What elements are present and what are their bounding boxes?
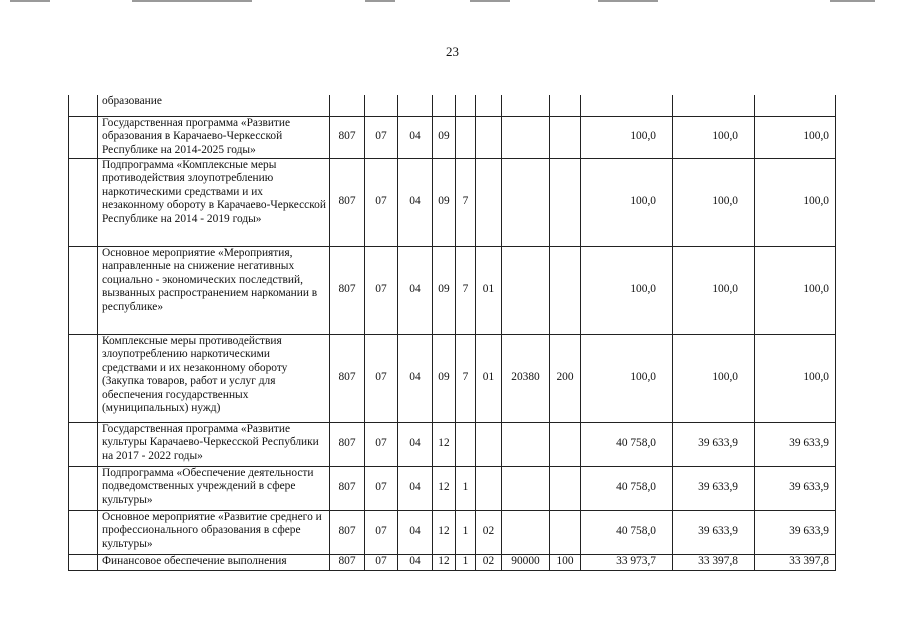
- amount-year3-cell: 39 633,9: [755, 510, 836, 554]
- scan-edge-mark: [365, 0, 395, 2]
- ved-code-cell: 807: [330, 116, 365, 158]
- amount-year2-cell: 100,0: [673, 246, 755, 334]
- expense-type-cell: [550, 246, 581, 334]
- program-code-cell: 09: [433, 116, 456, 158]
- amount-year3-cell: 33 397,8: [755, 554, 836, 570]
- subsection-code-cell: 04: [398, 334, 433, 422]
- amount-year2-cell: 100,0: [673, 158, 755, 246]
- subsection-code-cell: 04: [398, 510, 433, 554]
- event-code-cell: [476, 116, 502, 158]
- amount-year1-cell: 100,0: [581, 116, 673, 158]
- amount-year1-cell: 33 973,7: [581, 554, 673, 570]
- budget-table: [68, 95, 836, 571]
- subsection-code-cell: [398, 95, 433, 116]
- subprogram-code-cell: 7: [456, 246, 476, 334]
- direction-code-cell: [502, 510, 550, 554]
- event-code-cell: [476, 95, 502, 116]
- program-code-cell: 09: [433, 334, 456, 422]
- amount-year1-cell: 40 758,0: [581, 422, 673, 466]
- program-code-cell: 12: [433, 466, 456, 510]
- section-code-cell: 07: [365, 466, 398, 510]
- program-code-cell: 09: [433, 158, 456, 246]
- amount-year2-cell: 100,0: [673, 116, 755, 158]
- direction-code-cell: [502, 246, 550, 334]
- section-code-cell: 07: [365, 510, 398, 554]
- amount-year1-cell: 100,0: [581, 334, 673, 422]
- table-row: [69, 116, 836, 158]
- expense-type-cell: 100: [550, 554, 581, 570]
- program-code-cell: 12: [433, 422, 456, 466]
- amount-year2-cell: 39 633,9: [673, 422, 755, 466]
- ved-code-cell: [330, 95, 365, 116]
- amount-year1-cell: 100,0: [581, 246, 673, 334]
- row-index-cell: [69, 246, 98, 334]
- section-code-cell: 07: [365, 246, 398, 334]
- row-index-cell: [69, 158, 98, 246]
- expense-type-cell: 200: [550, 334, 581, 422]
- scan-edge-mark: [830, 0, 875, 2]
- subprogram-code-cell: [456, 116, 476, 158]
- event-code-cell: 02: [476, 510, 502, 554]
- subprogram-code-cell: 7: [456, 158, 476, 246]
- ved-code-cell: 807: [330, 246, 365, 334]
- event-code-cell: 01: [476, 334, 502, 422]
- amount-year2-cell: [673, 95, 755, 116]
- ved-code-cell: 807: [330, 158, 365, 246]
- subsection-code-cell: 04: [398, 116, 433, 158]
- row-index-cell: [69, 95, 98, 116]
- event-code-cell: [476, 422, 502, 466]
- ved-code-cell: 807: [330, 422, 365, 466]
- table-row: [69, 158, 836, 246]
- table-row: [69, 466, 836, 510]
- row-index-cell: [69, 116, 98, 158]
- table-row: [69, 554, 836, 570]
- amount-year2-cell: 33 397,8: [673, 554, 755, 570]
- row-index-cell: [69, 554, 98, 570]
- row-name-cell: Финансовое обеспечение выполнения: [98, 554, 330, 570]
- amount-year1-cell: [581, 95, 673, 116]
- direction-code-cell: 20380: [502, 334, 550, 422]
- scan-edge-mark: [598, 0, 658, 2]
- table-row: [69, 510, 836, 554]
- ved-code-cell: 807: [330, 510, 365, 554]
- row-name-cell: Основное мероприятие «Мероприятия, направленные на снижение негативных социально - экономических последствий, вызванных распространением наркомании в республике»: [98, 246, 330, 334]
- direction-code-cell: [502, 422, 550, 466]
- row-name-cell: Комплексные меры противодействия злоупотреблению наркотическими средствами и их незаконному обороту (Закупка товаров, работ и услуг для обеспечения государственных (муниципальных) нужд): [98, 334, 330, 422]
- row-name-cell: Государственная программа «Развитие образования в Карачаево-Черкесской Республике на 2014-2025 годы»: [98, 116, 330, 158]
- subprogram-code-cell: 1: [456, 554, 476, 570]
- row-index-cell: [69, 510, 98, 554]
- expense-type-cell: [550, 466, 581, 510]
- subsection-code-cell: 04: [398, 158, 433, 246]
- subsection-code-cell: 04: [398, 422, 433, 466]
- amount-year2-cell: 39 633,9: [673, 466, 755, 510]
- section-code-cell: [365, 95, 398, 116]
- expense-type-cell: [550, 422, 581, 466]
- expense-type-cell: [550, 116, 581, 158]
- table-row: [69, 95, 836, 116]
- ved-code-cell: 807: [330, 334, 365, 422]
- subprogram-code-cell: 7: [456, 334, 476, 422]
- section-code-cell: 07: [365, 116, 398, 158]
- row-name-cell: образование: [98, 95, 330, 116]
- subprogram-code-cell: 1: [456, 466, 476, 510]
- amount-year1-cell: 100,0: [581, 158, 673, 246]
- event-code-cell: [476, 466, 502, 510]
- scan-edge-mark: [10, 0, 50, 2]
- section-code-cell: 07: [365, 158, 398, 246]
- amount-year3-cell: 39 633,9: [755, 422, 836, 466]
- amount-year3-cell: [755, 95, 836, 116]
- ved-code-cell: 807: [330, 466, 365, 510]
- row-name-cell: Подпрограмма «Обеспечение деятельности подведомственных учреждений в сфере культуры»: [98, 466, 330, 510]
- program-code-cell: 12: [433, 554, 456, 570]
- direction-code-cell: 90000: [502, 554, 550, 570]
- scan-edge-mark: [470, 0, 510, 2]
- row-index-cell: [69, 466, 98, 510]
- expense-type-cell: [550, 510, 581, 554]
- amount-year3-cell: 100,0: [755, 158, 836, 246]
- subsection-code-cell: 04: [398, 246, 433, 334]
- table-row: [69, 246, 836, 334]
- subprogram-code-cell: 1: [456, 510, 476, 554]
- amount-year1-cell: 40 758,0: [581, 510, 673, 554]
- program-code-cell: 09: [433, 246, 456, 334]
- row-index-cell: [69, 422, 98, 466]
- subsection-code-cell: 04: [398, 466, 433, 510]
- direction-code-cell: [502, 116, 550, 158]
- ved-code-cell: 807: [330, 554, 365, 570]
- section-code-cell: 07: [365, 422, 398, 466]
- direction-code-cell: [502, 95, 550, 116]
- expense-type-cell: [550, 158, 581, 246]
- direction-code-cell: [502, 466, 550, 510]
- program-code-cell: [433, 95, 456, 116]
- table-row: [69, 422, 836, 466]
- amount-year1-cell: 40 758,0: [581, 466, 673, 510]
- amount-year2-cell: 100,0: [673, 334, 755, 422]
- subprogram-code-cell: [456, 422, 476, 466]
- program-code-cell: 12: [433, 510, 456, 554]
- amount-year3-cell: 100,0: [755, 334, 836, 422]
- expense-type-cell: [550, 95, 581, 116]
- page-number: 23: [446, 44, 459, 59]
- row-name-cell: Основное мероприятие «Развитие среднего и профессионального образования в сфере культуры»: [98, 510, 330, 554]
- direction-code-cell: [502, 158, 550, 246]
- table-body: [69, 95, 836, 570]
- row-name-cell: Государственная программа «Развитие культуры Карачаево-Черкесской Республики на 2017 - 2022 годы»: [98, 422, 330, 466]
- row-name-cell: Подпрограмма «Комплексные меры противодействия злоупотреблению наркотическими средствами и их незаконному обороту в Карачаево-Черкесской Республике на 2014 - 2019 годы»: [98, 158, 330, 246]
- subprogram-code-cell: [456, 95, 476, 116]
- section-code-cell: 07: [365, 554, 398, 570]
- scan-edge-mark: [132, 0, 252, 2]
- section-code-cell: 07: [365, 334, 398, 422]
- amount-year3-cell: 39 633,9: [755, 466, 836, 510]
- amount-year2-cell: 39 633,9: [673, 510, 755, 554]
- row-index-cell: [69, 334, 98, 422]
- event-code-cell: [476, 158, 502, 246]
- table-row: [69, 334, 836, 422]
- event-code-cell: 02: [476, 554, 502, 570]
- subsection-code-cell: 04: [398, 554, 433, 570]
- amount-year3-cell: 100,0: [755, 246, 836, 334]
- event-code-cell: 01: [476, 246, 502, 334]
- amount-year3-cell: 100,0: [755, 116, 836, 158]
